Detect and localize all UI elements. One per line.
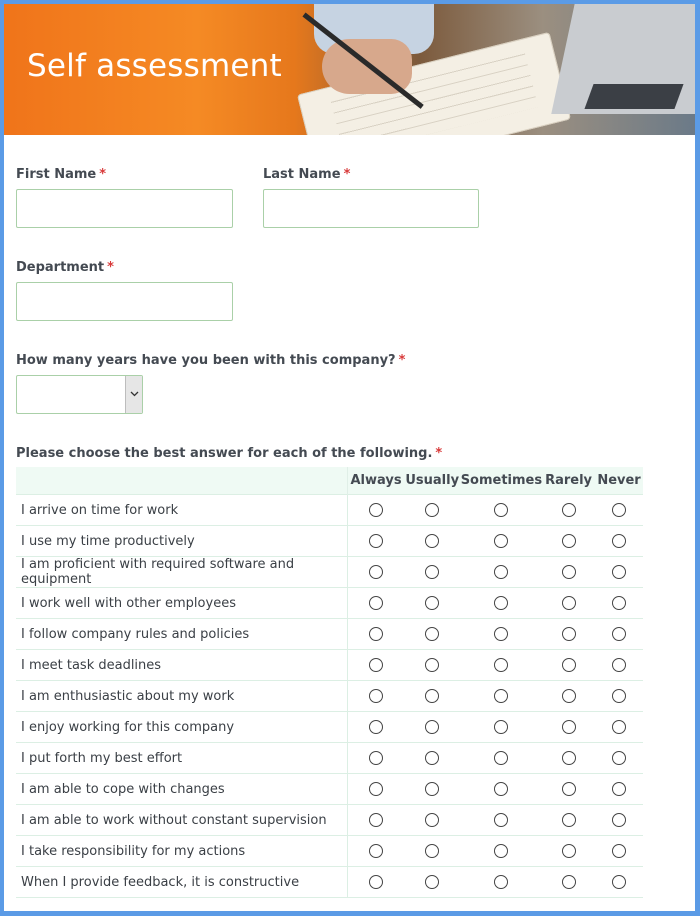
radio-always[interactable]	[369, 658, 383, 672]
row-question: I arrive on time for work	[16, 495, 348, 526]
chevron-down-icon[interactable]	[125, 376, 142, 413]
radio-cell	[461, 557, 542, 588]
radio-cell	[595, 557, 643, 588]
radio-usually[interactable]	[425, 565, 439, 579]
required-asterisk: *	[99, 167, 107, 182]
radio-rarely[interactable]	[562, 565, 576, 579]
radio-sometimes[interactable]	[494, 503, 508, 517]
rating-matrix	[16, 467, 643, 898]
radio-cell	[404, 650, 461, 681]
department-label-text: Department	[16, 260, 105, 275]
radio-cell	[461, 712, 542, 743]
radio-rarely[interactable]	[562, 658, 576, 672]
radio-sometimes[interactable]	[494, 782, 508, 796]
radio-usually[interactable]	[425, 844, 439, 858]
radio-cell	[404, 557, 461, 588]
radio-rarely[interactable]	[562, 627, 576, 641]
table-row	[16, 743, 643, 774]
radio-cell	[348, 650, 404, 681]
radio-cell	[595, 526, 643, 557]
radio-cell	[595, 588, 643, 619]
last-name-label	[263, 167, 350, 182]
table-row	[16, 836, 643, 867]
radio-rarely[interactable]	[562, 813, 576, 827]
radio-cell	[348, 526, 404, 557]
radio-cell	[542, 867, 595, 898]
row-question: I meet task deadlines	[16, 650, 348, 681]
radio-cell	[542, 650, 595, 681]
radio-never[interactable]	[612, 720, 626, 734]
radio-cell	[404, 619, 461, 650]
radio-cell	[404, 588, 461, 619]
form-container	[4, 4, 695, 911]
radio-sometimes[interactable]	[494, 596, 508, 610]
column-header: Usually	[404, 467, 461, 495]
radio-cell	[461, 619, 542, 650]
radio-cell	[461, 867, 542, 898]
radio-sometimes[interactable]	[494, 813, 508, 827]
radio-sometimes[interactable]	[494, 658, 508, 672]
table-row	[16, 805, 643, 836]
radio-cell	[404, 681, 461, 712]
row-question: I take responsibility for my actions	[16, 836, 348, 867]
radio-sometimes[interactable]	[494, 627, 508, 641]
radio-cell	[595, 867, 643, 898]
table-row	[16, 867, 643, 898]
radio-always[interactable]	[369, 689, 383, 703]
radio-never[interactable]	[612, 596, 626, 610]
years-label	[16, 353, 405, 368]
radio-never[interactable]	[612, 689, 626, 703]
first-name-input[interactable]	[16, 189, 233, 228]
radio-always[interactable]	[369, 565, 383, 579]
radio-cell	[595, 805, 643, 836]
radio-cell	[348, 712, 404, 743]
required-asterisk: *	[398, 353, 406, 368]
radio-cell	[595, 650, 643, 681]
radio-never[interactable]	[612, 782, 626, 796]
radio-cell	[542, 805, 595, 836]
matrix-label	[16, 446, 442, 461]
radio-cell	[542, 495, 595, 526]
table-row	[16, 588, 643, 619]
radio-sometimes[interactable]	[494, 844, 508, 858]
radio-rarely[interactable]	[562, 720, 576, 734]
radio-sometimes[interactable]	[494, 689, 508, 703]
radio-sometimes[interactable]	[494, 534, 508, 548]
radio-never[interactable]	[612, 875, 626, 889]
radio-usually[interactable]	[425, 782, 439, 796]
matrix-corner	[16, 467, 348, 495]
radio-rarely[interactable]	[562, 875, 576, 889]
required-asterisk: *	[107, 260, 114, 275]
radio-cell	[542, 588, 595, 619]
radio-usually[interactable]	[425, 689, 439, 703]
radio-usually[interactable]	[425, 596, 439, 610]
radio-rarely[interactable]	[562, 503, 576, 517]
row-question: I work well with other employees	[16, 588, 348, 619]
column-header: Always	[348, 467, 404, 495]
radio-cell	[461, 588, 542, 619]
years-label-text: How many years have you been with this company?	[16, 353, 396, 368]
radio-cell	[461, 495, 542, 526]
matrix-header-row	[16, 467, 643, 495]
radio-sometimes[interactable]	[494, 565, 508, 579]
row-question: When I provide feedback, it is constructive	[16, 867, 348, 898]
table-row	[16, 526, 643, 557]
radio-usually[interactable]	[425, 503, 439, 517]
column-header: Never	[595, 467, 643, 495]
radio-cell	[348, 743, 404, 774]
radio-cell	[595, 836, 643, 867]
radio-always[interactable]	[369, 813, 383, 827]
radio-cell	[348, 588, 404, 619]
radio-always[interactable]	[369, 503, 383, 517]
radio-cell	[404, 495, 461, 526]
radio-cell	[348, 619, 404, 650]
required-asterisk: *	[343, 167, 351, 182]
department-label	[16, 260, 114, 275]
radio-cell	[348, 774, 404, 805]
radio-cell	[542, 619, 595, 650]
radio-always[interactable]	[369, 751, 383, 765]
radio-cell	[542, 774, 595, 805]
radio-usually[interactable]	[425, 875, 439, 889]
radio-sometimes[interactable]	[494, 751, 508, 765]
radio-never[interactable]	[612, 813, 626, 827]
radio-cell	[461, 526, 542, 557]
radio-cell	[595, 712, 643, 743]
radio-cell	[595, 743, 643, 774]
radio-rarely[interactable]	[562, 689, 576, 703]
radio-never[interactable]	[612, 751, 626, 765]
radio-usually[interactable]	[425, 534, 439, 548]
radio-cell	[461, 774, 542, 805]
radio-usually[interactable]	[425, 627, 439, 641]
radio-cell	[348, 805, 404, 836]
radio-usually[interactable]	[425, 751, 439, 765]
radio-usually[interactable]	[425, 658, 439, 672]
radio-always[interactable]	[369, 596, 383, 610]
row-question: I put forth my best effort	[16, 743, 348, 774]
radio-cell	[404, 712, 461, 743]
radio-cell	[542, 712, 595, 743]
column-header: Rarely	[542, 467, 595, 495]
table-row	[16, 619, 643, 650]
radio-cell	[542, 557, 595, 588]
radio-cell	[595, 774, 643, 805]
radio-cell	[404, 867, 461, 898]
radio-rarely[interactable]	[562, 596, 576, 610]
radio-never[interactable]	[612, 565, 626, 579]
matrix-label-text: Please choose the best answer for each of the following.	[16, 446, 433, 461]
radio-cell	[348, 867, 404, 898]
banner-photo-keyboard	[584, 84, 683, 109]
radio-sometimes[interactable]	[494, 875, 508, 889]
table-row	[16, 774, 643, 805]
header-banner	[4, 4, 695, 135]
table-row	[16, 650, 643, 681]
radio-cell	[595, 495, 643, 526]
radio-cell	[348, 681, 404, 712]
radio-cell	[348, 836, 404, 867]
radio-rarely[interactable]	[562, 534, 576, 548]
row-question: I follow company rules and policies	[16, 619, 348, 650]
radio-sometimes[interactable]	[494, 720, 508, 734]
matrix-body	[16, 495, 643, 898]
radio-cell	[348, 557, 404, 588]
radio-usually[interactable]	[425, 720, 439, 734]
radio-rarely[interactable]	[562, 844, 576, 858]
department-input[interactable]	[16, 282, 233, 321]
first-name-label-text: First Name	[16, 167, 97, 182]
radio-cell	[542, 836, 595, 867]
radio-always[interactable]	[369, 720, 383, 734]
table-row	[16, 557, 643, 588]
radio-cell	[542, 743, 595, 774]
last-name-label-text: Last Name	[263, 167, 341, 182]
radio-rarely[interactable]	[562, 751, 576, 765]
last-name-input[interactable]	[263, 189, 479, 228]
radio-never[interactable]	[612, 844, 626, 858]
table-row	[16, 495, 643, 526]
radio-cell	[461, 836, 542, 867]
radio-cell	[461, 805, 542, 836]
radio-never[interactable]	[612, 658, 626, 672]
radio-cell	[404, 836, 461, 867]
radio-never[interactable]	[612, 534, 626, 548]
table-row	[16, 681, 643, 712]
row-question: I am proficient with required software and equipment	[16, 557, 348, 588]
page-title: Self assessment	[27, 48, 282, 84]
row-question: I am able to cope with changes	[16, 774, 348, 805]
radio-cell	[404, 743, 461, 774]
radio-cell	[404, 526, 461, 557]
radio-always[interactable]	[369, 782, 383, 796]
row-question: I enjoy working for this company	[16, 712, 348, 743]
radio-cell	[404, 805, 461, 836]
required-asterisk: *	[435, 446, 443, 461]
radio-cell	[348, 495, 404, 526]
radio-cell	[461, 650, 542, 681]
first-name-label	[16, 167, 106, 182]
radio-cell	[542, 681, 595, 712]
radio-always[interactable]	[369, 534, 383, 548]
radio-cell	[595, 619, 643, 650]
radio-cell	[595, 681, 643, 712]
radio-cell	[542, 526, 595, 557]
radio-never[interactable]	[612, 627, 626, 641]
radio-always[interactable]	[369, 844, 383, 858]
row-question: I am able to work without constant supervision	[16, 805, 348, 836]
radio-cell	[461, 743, 542, 774]
years-select[interactable]	[16, 375, 143, 414]
radio-always[interactable]	[369, 627, 383, 641]
radio-rarely[interactable]	[562, 782, 576, 796]
radio-never[interactable]	[612, 503, 626, 517]
row-question: I use my time productively	[16, 526, 348, 557]
radio-cell	[404, 774, 461, 805]
column-header: Sometimes	[461, 467, 542, 495]
table-row	[16, 712, 643, 743]
radio-usually[interactable]	[425, 813, 439, 827]
radio-always[interactable]	[369, 875, 383, 889]
radio-cell	[461, 681, 542, 712]
row-question: I am enthusiastic about my work	[16, 681, 348, 712]
